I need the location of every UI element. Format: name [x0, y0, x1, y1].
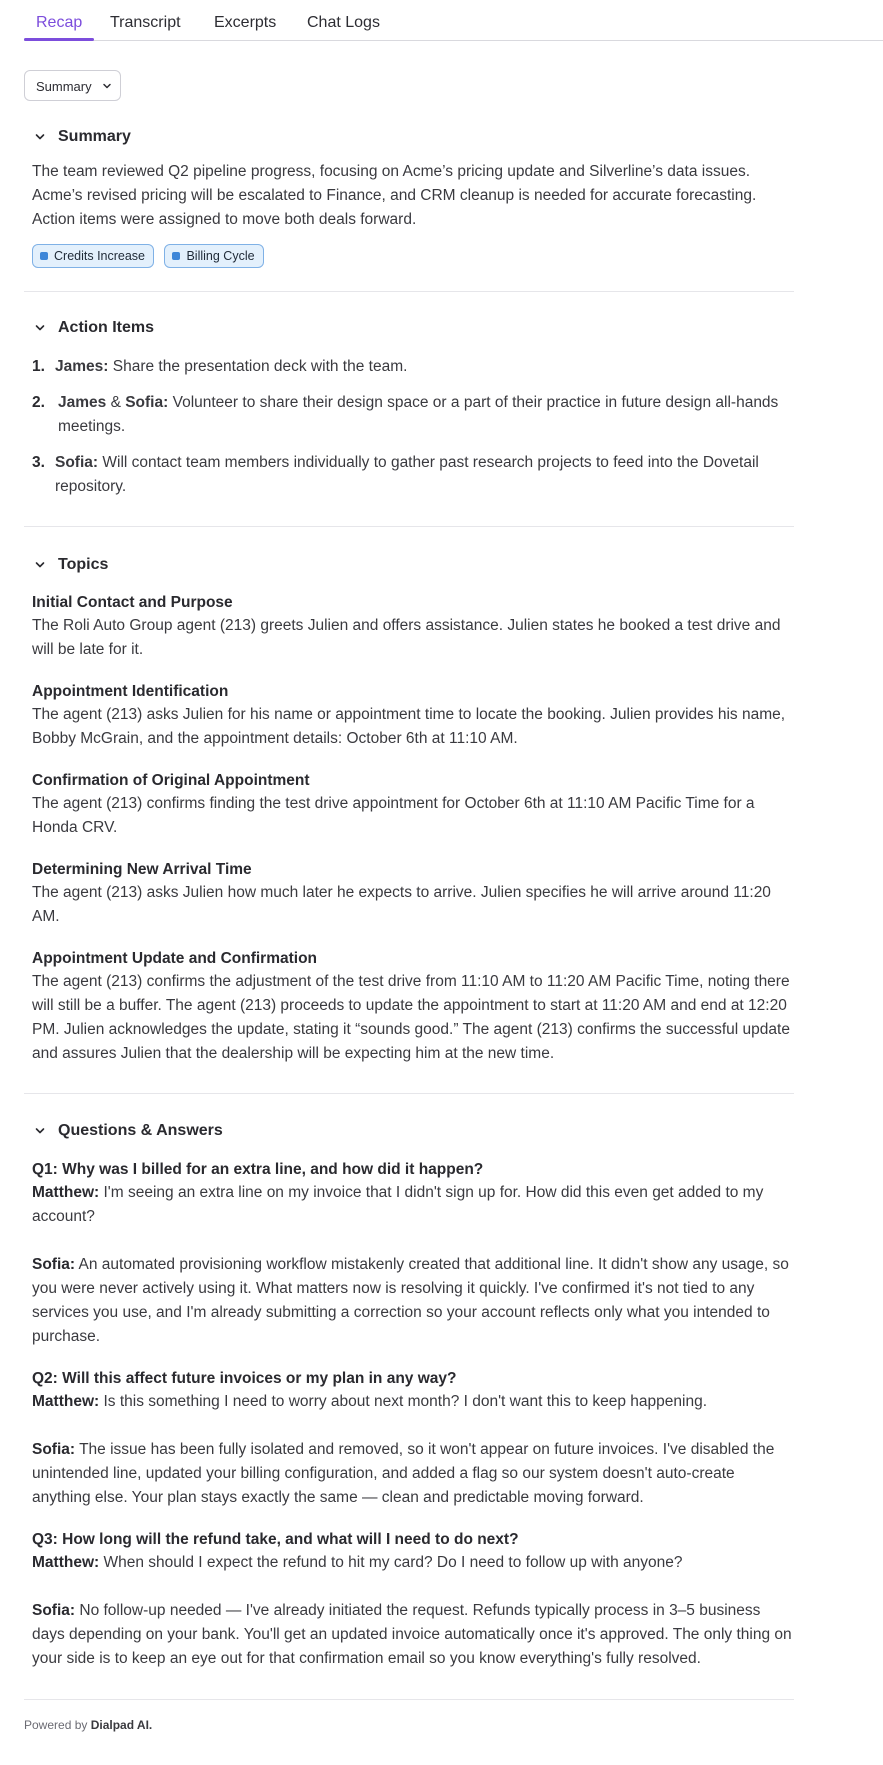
- qa-answerer: Sofia:: [32, 1602, 76, 1619]
- view-select[interactable]: [24, 70, 121, 101]
- qa-ask-text: I'm seeing an extra line on my invoice that I didn't sign up for. How did this even get added to my account?: [32, 1184, 764, 1225]
- action-items-heading: Action Items: [58, 319, 155, 336]
- qa-question: Q2: Will this affect future invoices or my plan in any way?: [32, 1370, 457, 1387]
- action-item-text: Will contact team members individually to gather past research projects to feed into the Dovetail repository.: [55, 454, 759, 495]
- action-item: [32, 355, 792, 379]
- powered-by: [24, 1718, 152, 1732]
- chevron-down-icon: [34, 322, 46, 334]
- section-divider: [24, 291, 794, 292]
- topics-heading: Topics: [58, 556, 109, 573]
- tab-recap[interactable]: Recap: [36, 14, 83, 31]
- tag-label: Billing Cycle: [186, 249, 255, 263]
- action-item-text: Share the presentation deck with the team.: [108, 358, 408, 375]
- qa-answer: [32, 1438, 792, 1510]
- topic-text: The agent (213) asks Julien how much later he expects to arrive. Julien specifies he will arrive around 11:20 AM.: [32, 884, 771, 925]
- topic-text: The agent (213) asks Julien for his name or appointment time to locate the booking. Julien provides his name, Bobby McGrain, and the appointment details: October 6th at 11:10 AM.: [32, 706, 786, 747]
- chevron-down-icon: [102, 81, 112, 91]
- qa-asker: Matthew:: [32, 1554, 100, 1571]
- tab-transcript[interactable]: Transcript: [110, 14, 181, 31]
- action-item: [32, 451, 792, 499]
- qa-asker: Matthew:: [32, 1393, 100, 1410]
- tab-excerpts[interactable]: Excerpts: [214, 14, 277, 31]
- section-divider: [24, 1699, 794, 1700]
- action-item-assignee: James: [58, 394, 107, 411]
- topic-text: The agent (213) confirms the adjustment of the test drive from 11:10 AM to 11:20 AM Pacific Time, noting there will still be a buffer. The agent (213) proceeds to update the appointment to start at 11:20 AM and end at 12:20 PM. Julien acknowledges the update, stating it “sounds good.” The agent (213) confirms the successful update and assures Julien that the dealership will be expecting him at the new time.: [32, 973, 790, 1062]
- topic-title: Determining New Arrival Time: [32, 861, 252, 878]
- qa-ask: [32, 1181, 792, 1229]
- qa-ask-text: Is this something I need to worry about next month? I don't want this to keep happening.: [99, 1393, 708, 1410]
- action-item-assignee: Sofia:: [55, 454, 99, 471]
- summary-tags: [32, 244, 270, 268]
- topic-title: Initial Contact and Purpose: [32, 594, 233, 611]
- qa-answer-text: An automated provisioning workflow mistakenly created that additional line. It didn't show any usage, so you were never actively using it. What matters now is resolving it quickly. I've confirmed it's not tied to any services you use, and I'm already submitting a correction so your account reflects only what you intended to purchase.: [32, 1256, 789, 1345]
- tag-color-swatch: [172, 252, 180, 260]
- topic-title: Appointment Identification: [32, 683, 229, 700]
- tab-chat-logs[interactable]: Chat Logs: [307, 14, 380, 31]
- qa-answer: [32, 1599, 792, 1671]
- action-item: [32, 391, 792, 439]
- tag-billing-cycle[interactable]: [164, 244, 263, 268]
- action-item-text: Volunteer to share their design space or a part of their practice in future design all-hands meetings.: [58, 394, 779, 435]
- chevron-down-icon: [34, 559, 46, 571]
- action-item-assignee: James:: [55, 358, 109, 375]
- section-divider: [24, 1093, 794, 1094]
- qa-answer-text: No follow-up needed — I've already initiated the request. Refunds typically process in 3–5 business days depending on your bank. You'll get an updated invoice automatically once it's approved. The only thing on your side is to keep an eye out for that confirmation email so you know everything's fully resolved.: [32, 1602, 792, 1667]
- section-divider: [24, 526, 794, 527]
- qa-ask: [32, 1390, 792, 1414]
- topic-title: Confirmation of Original Appointment: [32, 772, 310, 789]
- tag-credits-increase[interactable]: [32, 244, 154, 268]
- topic-text: The agent (213) confirms finding the test drive appointment for October 6th at 11:10 AM Pacific Time for a Honda CRV.: [32, 795, 755, 836]
- action-item-number: 1.: [32, 358, 45, 375]
- action-item-number: 2.: [32, 394, 45, 411]
- tag-color-swatch: [40, 252, 48, 260]
- qa-ask-text: When should I expect the refund to hit my card? Do I need to follow up with anyone?: [99, 1554, 683, 1571]
- action-item-joiner: &: [106, 394, 126, 411]
- qa-question: Q3: How long will the refund take, and what will I need to do next?: [32, 1531, 519, 1548]
- chevron-down-icon: [34, 1125, 46, 1137]
- qa-answerer: Sofia:: [32, 1256, 76, 1273]
- qa-answerer: Sofia:: [32, 1441, 76, 1458]
- qa-question: Q1: Why was I billed for an extra line, and how did it happen?: [32, 1161, 484, 1178]
- topic-text: The Roli Auto Group agent (213) greets Julien and offers assistance. Julien states he booked a test drive and will be late for it.: [32, 617, 781, 658]
- powered-by-prefix: Powered by: [24, 1718, 91, 1732]
- qa-answer: [32, 1253, 792, 1349]
- tab-bar: [24, 0, 883, 41]
- qa-asker: Matthew:: [32, 1184, 100, 1201]
- topic-title: Appointment Update and Confirmation: [32, 950, 318, 967]
- qa-heading: Questions & Answers: [58, 1122, 223, 1139]
- active-tab-indicator: [24, 38, 94, 41]
- summary-text: The team reviewed Q2 pipeline progress, focusing on Acme’s pricing update and Silverline’s data issues. Acme’s revised pricing will be escalated to Finance, and CRM cleanup is needed for accurate forecasting. Action items were assigned to move both deals forward.: [32, 163, 757, 228]
- action-item-number: 3.: [32, 454, 45, 471]
- qa-answer-text: The issue has been fully isolated and removed, so it won't appear on future invoices. I've disabled the unintended line, updated your billing configuration, and added a flag so our system doesn't auto-create anything else. Your plan stays exactly the same — clean and predictable moving forward.: [32, 1441, 775, 1506]
- tag-label: Credits Increase: [54, 249, 146, 263]
- qa-ask: [32, 1551, 792, 1575]
- view-select-value: Summary: [36, 79, 92, 94]
- action-item-assignee: Sofia:: [125, 394, 169, 411]
- chevron-down-icon: [34, 131, 46, 143]
- powered-by-brand: Dialpad AI.: [90, 1718, 153, 1732]
- summary-heading: Summary: [58, 128, 131, 145]
